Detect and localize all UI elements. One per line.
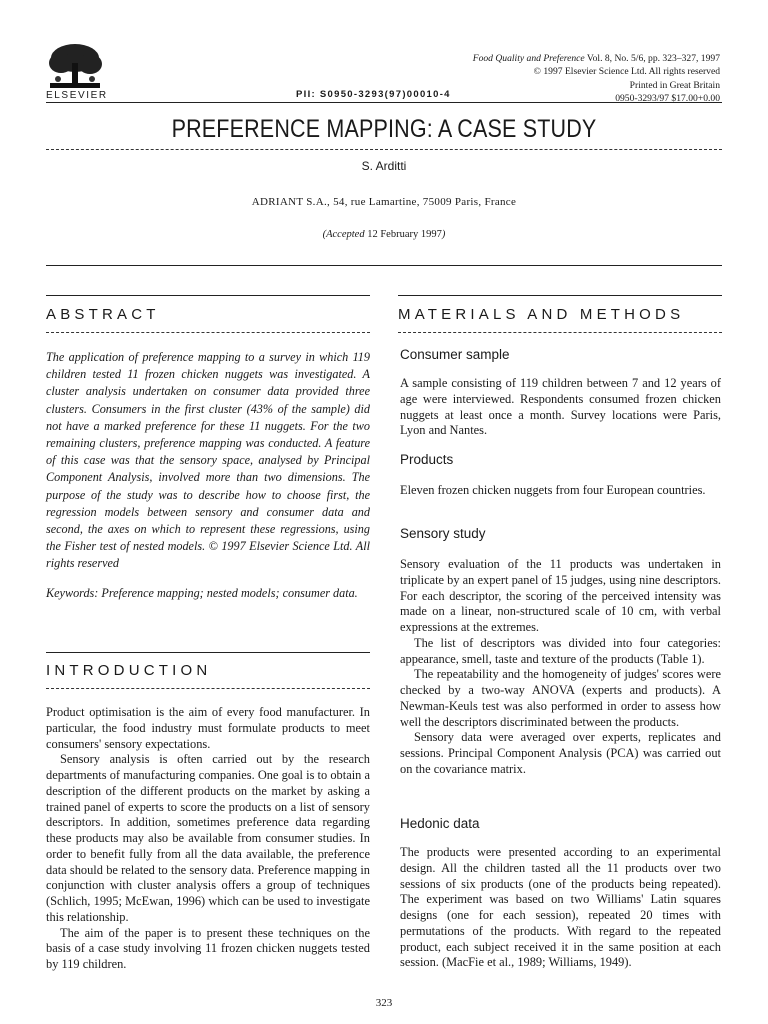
title-rule [46,149,722,150]
sensory-paragraph-3: The repeatability and the homogeneity of judges' scores were checked by a two-way ANOVA (experts and products). A Newman-Keuls test was also performed in order to assess how well the descriptors discriminated between the products. [400,667,721,729]
journal-volume: Vol. 8, No. 5/6, pp. 323–327, 1997 [584,53,720,64]
paper-title: PREFERENCE MAPPING: A CASE STUDY [171,115,597,143]
abstract-top-rule [46,295,370,296]
journal-citation [473,52,720,65]
publisher-name: ELSEVIER [46,90,108,101]
products-heading: Products [400,452,454,467]
header-bottom-rule [46,265,722,266]
sensory-paragraph-1: Sensory evaluation of the 11 products was undertaken in triplicate by an expert panel of 15 judges, using nine descriptors. For each descriptor, the scoring of the perceived intensity was made on a linear, non-structured scale of 10 cm, with verbal expressions at the extremes. [400,557,721,634]
consumer-sample-text: A sample consisting of 119 children between 7 and 12 years of age were interviewed. Respondents consumed frozen chicken nuggets at least once a month. Survey locations were Paris, Lyon and Nantes. [400,376,721,438]
accepted-prefix: (Accepted [322,229,365,240]
abstract-bottom-rule [46,332,370,333]
elsevier-tree-logo [46,43,104,91]
journal-info [473,52,720,106]
methods-bottom-rule [398,332,722,333]
affiliation: ADRIANT S.A., 54, rue Lamartine, 75009 Paris, France [251,196,517,208]
sensory-paragraph-4: Sensory data were averaged over experts, replicates and sessions. Principal Component Analysis (PCA) was carried out on the covariance matrix. [400,730,721,776]
abstract-heading: ABSTRACT [46,306,160,323]
products-text: Eleven frozen chicken nuggets from four European countries. [400,483,706,497]
pii-code: PII: S0950-3293(97)00010-4 [296,89,451,100]
consumer-sample-heading: Consumer sample [400,347,510,362]
intro-bottom-rule [46,688,370,689]
journal-name: Food Quality and Preference [472,53,585,64]
consumer-sample-body [400,376,721,439]
printed-line: Printed in Great Britain [629,79,720,91]
abstract-text: The application of preference mapping to a survey in which 119 children tested 11 frozen chicken nuggets was investigated. A cluster analysis undertaken on consumer data provided three clusters. Consumers in the first cluster (43% of the sample) did not have a marked preference for these 11 nuggets. For the two remaining clusters, preference mapping was conducted. A feature of this case was that the sensory space, analysed by Principal Component Analysis, involved more than two dimensions. The purpose of the study was to describe how to choose first, the regression models between sensory and consumer data and second, the axes on which to represent these regressions, using the Fisher test of nested models. © 1997 Elsevier Science Ltd. All rights reserved [46,350,370,571]
intro-paragraph-3: The aim of the paper is to present these techniques on the basis of a case study involving 11 frozen chicken nuggets tested by 119 children. [46,925,370,971]
hedonic-text: The products were presented according to an experimental design. All the children tasted all the 11 products over two sessions of six products (one of the products being repeated). The experiment was based on two Williams' Latin squares designs (one for each session), repeated 20 times with permutations of the products. With regard to the repeated product, each subject received it in the same position at each session. (MacFie et al., 1989; Williams, 1949). [400,845,721,970]
accepted-date [0,229,768,240]
sensory-paragraph-2: The list of descriptors was divided into four categories: appearance, smell, taste and texture of the products (Table 1). [400,635,721,666]
page-number: 323 [375,997,393,1009]
keywords: Keywords: Preference mapping; nested models; consumer data. [46,585,358,600]
hedonic-data-heading: Hedonic data [400,816,480,831]
hedonic-data-body [400,845,721,971]
author-name: S. Arditti [361,159,407,173]
sensory-study-body [400,557,721,778]
accepted-suffix: ) [441,229,446,240]
price-line: 0950-3293/97 $17.00+0.00 [615,93,720,105]
copyright-line: © 1997 Elsevier Science Ltd. All rights reserved [533,66,720,78]
sensory-study-heading: Sensory study [400,526,486,541]
introduction-heading: INTRODUCTION [46,662,212,679]
header-rule [46,102,722,103]
methods-heading: MATERIALS AND METHODS [398,306,685,323]
intro-top-rule [46,652,370,653]
introduction-body [46,705,370,973]
intro-paragraph-2: Sensory analysis is often carried out by the research departments of manufacturing companies. One goal is to obtain a description of the different products on the market by asking a trained panel of experts to score the products on a list of sensory descriptors. In addition, sometimes preference data regarding these products may also be available from consumer studies. In order to benefit fully from all the data available, the preference data should be related to the sensory data. Preference mapping in conjunction with cluster analysis offers a group of techniques (Schlich, 1995; McEwan, 1996) which can be used to investigate this relationship. [46,752,370,924]
products-body [400,483,721,499]
abstract-body [46,349,370,602]
methods-top-rule [398,295,722,296]
intro-paragraph-1: Product optimisation is the aim of every food manufacturer. In particular, the food industry must formulate products to meet consumers' sensory expectations. [46,705,370,751]
accepted-day: 12 February 1997 [364,229,442,240]
